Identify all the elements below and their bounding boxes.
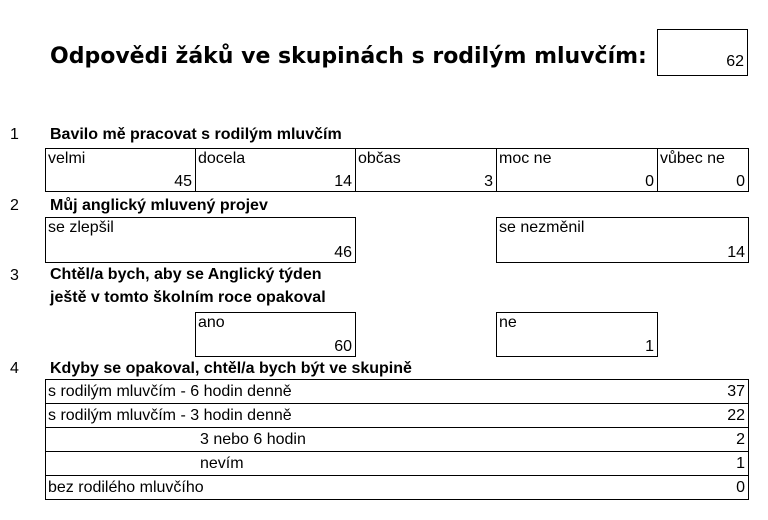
q1-option-value: 14	[334, 173, 352, 190]
question-1-number: 1	[10, 126, 19, 143]
q1-option-docela	[195, 148, 356, 192]
q2-option-zlepsil	[45, 217, 356, 263]
q3-option-value: 60	[334, 338, 352, 355]
q3-option-label: ne	[499, 314, 517, 331]
question-2-text: Můj anglický mluvený projev	[50, 197, 268, 214]
q2-option-value: 46	[334, 244, 352, 261]
q1-option-moc-ne	[496, 148, 658, 192]
q4-option-label: s rodilým mluvčím - 6 hodin denně	[48, 383, 292, 400]
q4-option-row	[45, 451, 749, 476]
q1-option-obcas	[355, 148, 497, 192]
q4-option-row	[45, 475, 749, 500]
q1-option-label: velmi	[48, 150, 86, 167]
q2-option-value: 14	[727, 244, 745, 261]
question-3-number: 3	[10, 267, 19, 284]
q4-option-value: 37	[727, 383, 745, 400]
q4-option-value: 2	[736, 431, 745, 448]
q1-option-label: občas	[358, 150, 401, 167]
q1-option-value: 0	[736, 173, 745, 190]
question-3-text-line-1: Chtěl/a bych, aby se Anglický týden	[50, 266, 322, 283]
q2-option-label: se nezměnil	[499, 219, 585, 236]
q3-option-label: ano	[198, 314, 225, 331]
q4-option-row	[45, 403, 749, 428]
question-4-text: Kdyby se opakoval, chtěl/a bych být ve skupině	[50, 360, 412, 377]
question-2-number: 2	[10, 197, 19, 214]
question-4-number: 4	[10, 360, 19, 377]
q1-option-label: moc ne	[499, 150, 552, 167]
q2-option-nezmenil	[496, 217, 749, 263]
q1-option-value: 45	[174, 173, 192, 190]
q1-option-vubec-ne	[657, 148, 749, 192]
q4-option-label: s rodilým mluvčím - 3 hodin denně	[48, 407, 292, 424]
q1-option-velmi	[45, 148, 196, 192]
total-respondents-value: 62	[726, 53, 744, 70]
q4-option-row	[45, 427, 749, 452]
q1-option-value: 3	[484, 173, 493, 190]
q1-option-label: docela	[198, 150, 246, 167]
question-1-text: Bavilo mě pracovat s rodilým mluvčím	[50, 126, 342, 143]
q4-option-row	[45, 379, 749, 404]
question-3-text-line-2: ještě v tomto školním roce opakoval	[50, 289, 326, 306]
q1-option-value: 0	[645, 173, 654, 190]
q1-option-label: vůbec ne	[660, 150, 725, 167]
q3-option-ano	[195, 312, 356, 357]
q3-option-ne	[496, 312, 658, 357]
q4-option-label: bez rodilého mluvčího	[48, 479, 204, 496]
page-title: Odpovědi žáků ve skupinách s rodilým mluvčím:	[50, 44, 647, 69]
q4-option-label: 3 nebo 6 hodin	[200, 431, 306, 448]
q4-option-label: nevím	[200, 455, 244, 472]
q3-option-value: 1	[645, 338, 654, 355]
q2-option-label: se zlepšil	[48, 219, 114, 236]
q4-option-value: 0	[736, 479, 745, 496]
total-respondents-box	[657, 29, 748, 76]
q4-option-value: 1	[736, 455, 745, 472]
q4-option-value: 22	[727, 407, 745, 424]
